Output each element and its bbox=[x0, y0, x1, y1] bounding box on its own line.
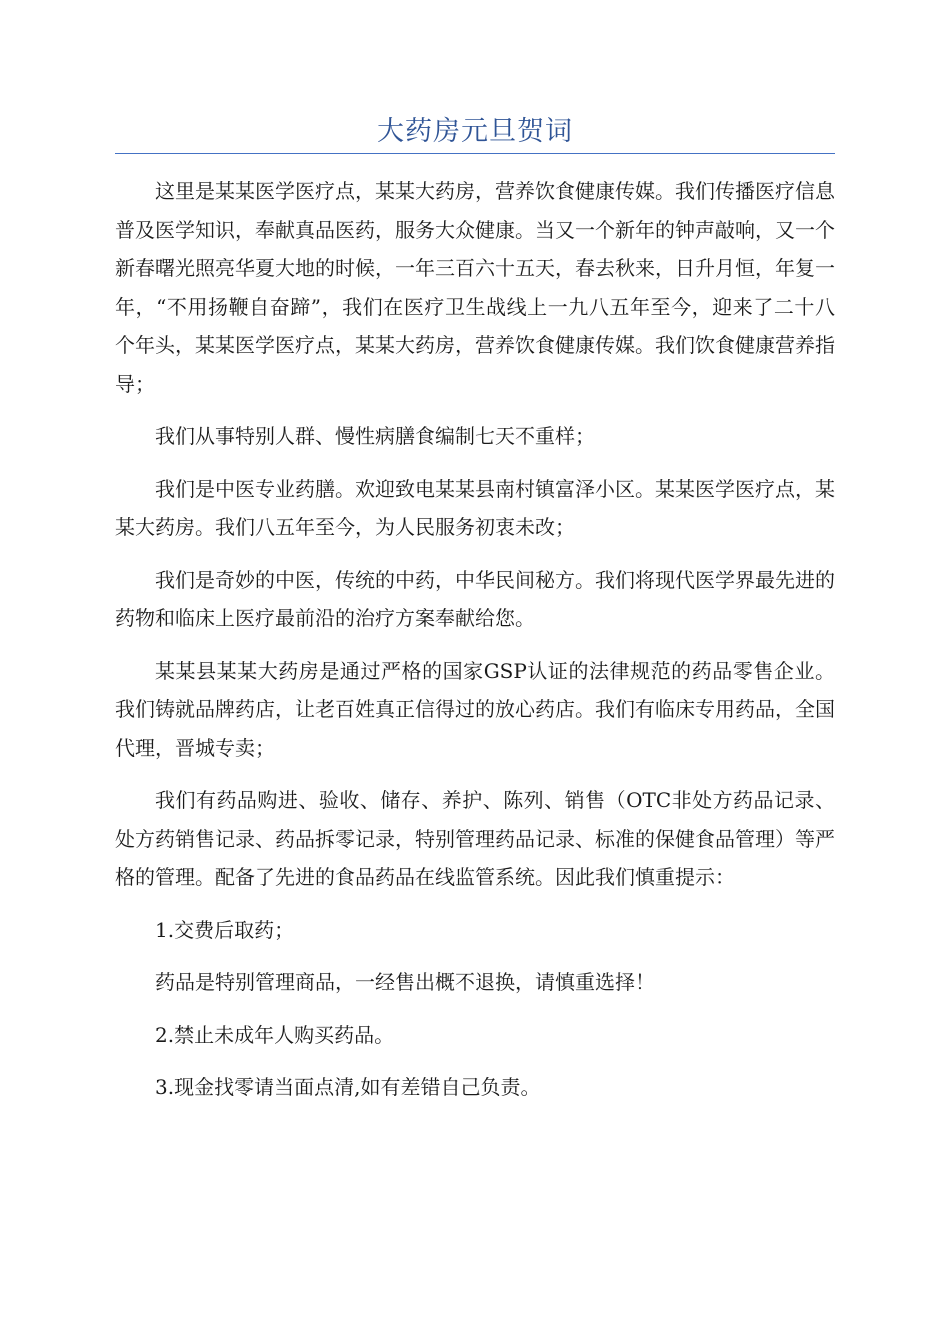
list-item: 1.交费后取药； bbox=[155, 917, 295, 942]
title-underline bbox=[115, 153, 835, 154]
document-body bbox=[115, 172, 835, 1121]
list-item: 2.禁止未成年人购买药品。 bbox=[155, 1022, 395, 1047]
paragraph: 我们从事特别人群、慢性病膳食编制七天不重样； bbox=[155, 424, 595, 448]
paragraph: 这里是某某医学医疗点，某某大药房，营养饮食健康传媒。我们传播医疗信息普及医学知识，奉献真品医药，服务大众健康。当又一个新年的钟声敲响，又一个新春曙光照亮华夏大地的时候，一年三百六十五天，春去秋来，日升月恒，年复一年，“不用扬鞭自奋蹄”，我们在医疗卫生战线上一九八五年至今，迎来了二十八个年头，某某医学医疗点，某某大药房，营养饮食健康传媒。我们饮食健康营养指导； bbox=[115, 179, 835, 396]
document-title: 大药房元旦贺词 bbox=[377, 116, 573, 147]
paragraph: 我们是中医专业药膳。欢迎致电某某县南村镇富泽小区。某某医学医疗点，某某大药房。我们八五年至今，为人民服务初衷未改； bbox=[115, 476, 835, 539]
list-item: 3.现金找零请当面点清,如有差错自己负责。 bbox=[155, 1075, 541, 1099]
paragraph: 我们是奇妙的中医，传统的中药，中华民间秘方。我们将现代医学界最先进的药物和临床上医疗最前沿的治疗方案奉献给您。 bbox=[115, 567, 835, 630]
paragraph: 药品是特别管理商品，一经售出概不退换，请慎重选择！ bbox=[155, 970, 655, 994]
paragraph: 我们有药品购进、验收、储存、养护、陈列、销售（OTC非处方药品记录、处方药销售记录、药品拆零记录，特别管理药品记录、标准的保健食品管理）等严格的管理。配备了先进的食品药品在线监管系统。因此我们慎重提示： bbox=[115, 788, 835, 889]
paragraph: 某某县某某大药房是通过严格的国家GSP认证的法律规范的药品零售企业。我们铸就品牌药店，让老百姓真正信得过的放心药店。我们有临床专用药品，全国代理，晋城专卖； bbox=[115, 658, 835, 760]
